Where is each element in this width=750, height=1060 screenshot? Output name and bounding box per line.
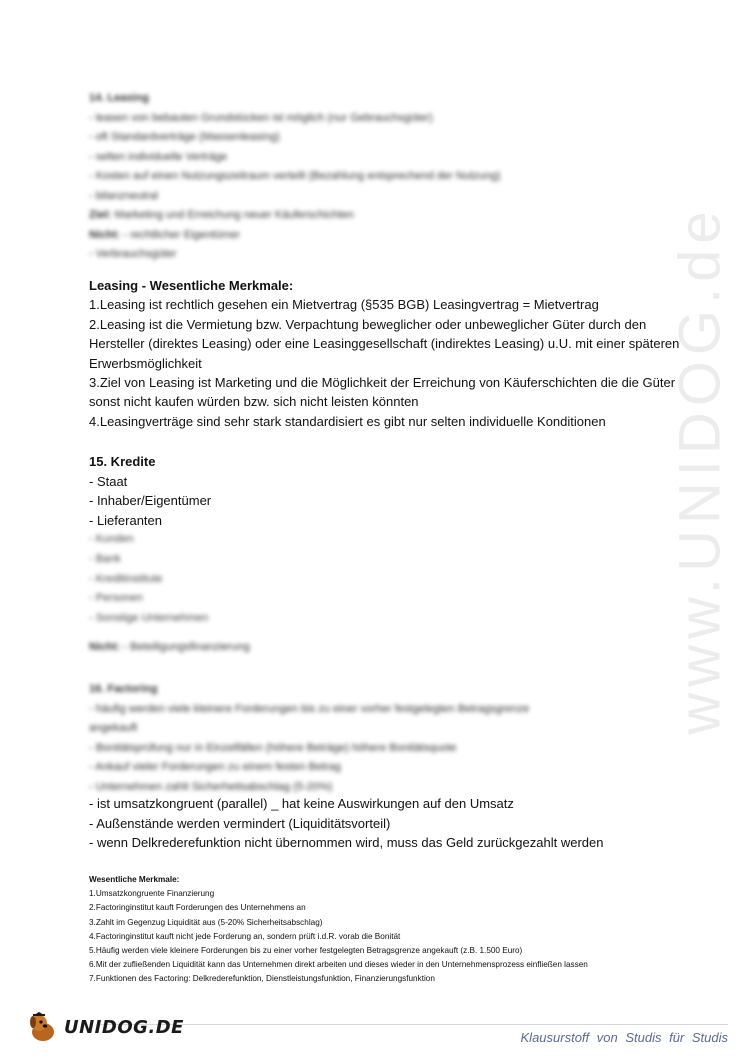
section-14-title: 14. Leasing xyxy=(89,92,149,104)
list-item: 3.Ziel von Leasing ist Marketing und die Möglichkeit der Erreichung von Käuferschichten die die Güter sonst nicht kaufen würden bzw. sich nicht leisten könnten xyxy=(89,375,676,410)
list-item: - Kunden xyxy=(89,533,134,546)
list-item: - ist umsatzkongruent (parallel) _ hat keine Auswirkungen auf den Umsatz xyxy=(89,796,514,811)
list-item: - wenn Delkrederefunktion nicht übernommen wird, muss das Geld zurückgezahlt werden xyxy=(89,835,604,851)
list-item: 3.Zahlt im Gegenzug Liquidität aus (5-20% Sicherheitsabschlag) xyxy=(89,917,323,927)
footer-tagline: Klausurstoff von Studis für Studis xyxy=(520,1030,728,1045)
unidog-logo[interactable] xyxy=(26,1010,184,1044)
list-item: 4.Leasingverträge sind sehr stark standardisiert es gibt nur selten individuelle Konditionen xyxy=(89,413,606,429)
list-item: 6.Mit der zufließenden Liquidität kann das Unternehmen direkt arbeiten und dieses wieder in den Unternehmensprozess einfließen lassen xyxy=(89,960,588,970)
ziel-text: Marketing und Erreichung neuer Käuferschichten xyxy=(111,209,354,221)
list-item: 4.Factoringinstitut kauft nicht jede Forderung an, sondern prüft i.d.R. vorab die Bonität xyxy=(89,931,401,941)
factoring-clear-items xyxy=(89,794,603,853)
kredite-note xyxy=(89,641,250,653)
section-14-leasing xyxy=(89,89,501,265)
list-item: - Ankauf vieler Forderungen zu einem festen Betrag xyxy=(89,761,341,773)
dog-icon xyxy=(26,1010,60,1044)
list-item: - Unternehmen zahlt Sicherheitsabschlag (5-20%) xyxy=(89,780,333,793)
list-item: - Bonitätsprüfung nur in Einzelfällen (höhere Beträge) höhere Bonitätsquote xyxy=(89,741,457,754)
list-item: 5.Häufig werden viele kleinere Forderungen bis zu einer vorher festgelegten Betragsgrenze angekauft (z.B. 1.500 Euro) xyxy=(89,946,523,956)
section-15-title: 15. Kredite xyxy=(89,454,156,469)
list-item: 2.Factoringinstitut kauft Forderungen des Unternehmens an xyxy=(89,903,306,913)
list-item: - selten individuelle Verträge xyxy=(89,150,228,163)
nachteil-text: - rechtlicher Eigentümer xyxy=(120,228,240,241)
list-item: - Bank xyxy=(89,552,121,565)
list-item: - bilanzneutral xyxy=(89,189,159,202)
list-item: 1.Leasing ist rechtlich gesehen ein Mietvertrag (§535 BGB) Leasingvertrag = Mietvertrag xyxy=(89,297,599,313)
leasing-features-title: Leasing - Wesentliche Merkmale: xyxy=(89,278,294,293)
list-item: 7.Funktionen des Factoring: Delkrederefunktion, Dienstleistungsfunktion, Finanzierungsfunktion xyxy=(89,974,435,984)
list-item: - Verbrauchsgüter xyxy=(89,248,177,260)
list-item: - leasen von bebauten Grundstücken ist möglich (nur Gebrauchsgüter) xyxy=(89,111,433,124)
ziel-label: Ziel: xyxy=(89,209,112,221)
section-16-factoring xyxy=(89,680,559,797)
watermark: www.UNIDOG.de xyxy=(667,205,733,735)
list-item: 1.Umsatzkongruente Finanzierung xyxy=(89,889,215,899)
section-16-title: 16. Factoring xyxy=(89,683,158,695)
ziel-line xyxy=(89,206,501,226)
list-item: - Kosten auf einen Nutzungszeitraum verteilt (Bezahlung entsprechend der Nutzung) xyxy=(89,170,501,182)
list-item: - Außenstände werden vermindert (Liquiditätsvorteil) xyxy=(89,815,391,831)
note-text: - Beteiligungsfinanzierung xyxy=(120,641,250,653)
factoring-features xyxy=(89,873,588,987)
list-item: - Lieferanten xyxy=(89,512,162,528)
nachteil-line xyxy=(89,226,501,246)
list-item: - Inhaber/Eigentümer xyxy=(89,493,212,509)
list-item: 2.Leasing ist die Vermietung bzw. Verpachtung beweglicher oder unbeweglicher Güter durch den Hersteller (direktes Leasing) oder eine Leasinggesellschaft (indirektes Leasing) u.U. mit einer späteren Erwerbsmöglichkeit xyxy=(89,316,680,371)
logo-text: UNIDOG.DE xyxy=(64,1016,184,1038)
list-item: - häufig werden viele kleinere Forderungen bis zu einer vorher festgelegten Betragsgrenze angekauft xyxy=(89,702,530,734)
footer-divider xyxy=(98,1024,728,1025)
factoring-features-title: Wesentliche Merkmale: xyxy=(89,875,180,884)
list-item: - Staat xyxy=(89,473,128,489)
nachteil-label: Nicht: xyxy=(89,228,121,241)
leasing-features xyxy=(89,276,689,431)
list-item: - Kreditinstitute xyxy=(89,572,163,585)
list-item: - oft Standardverträge (Massenleasing) xyxy=(89,131,280,143)
note-label: Nicht: xyxy=(89,641,121,653)
section-15-kredite xyxy=(89,452,211,628)
list-item: - Sonstige Unternehmen xyxy=(89,611,209,624)
list-item: - Personen xyxy=(89,592,143,605)
